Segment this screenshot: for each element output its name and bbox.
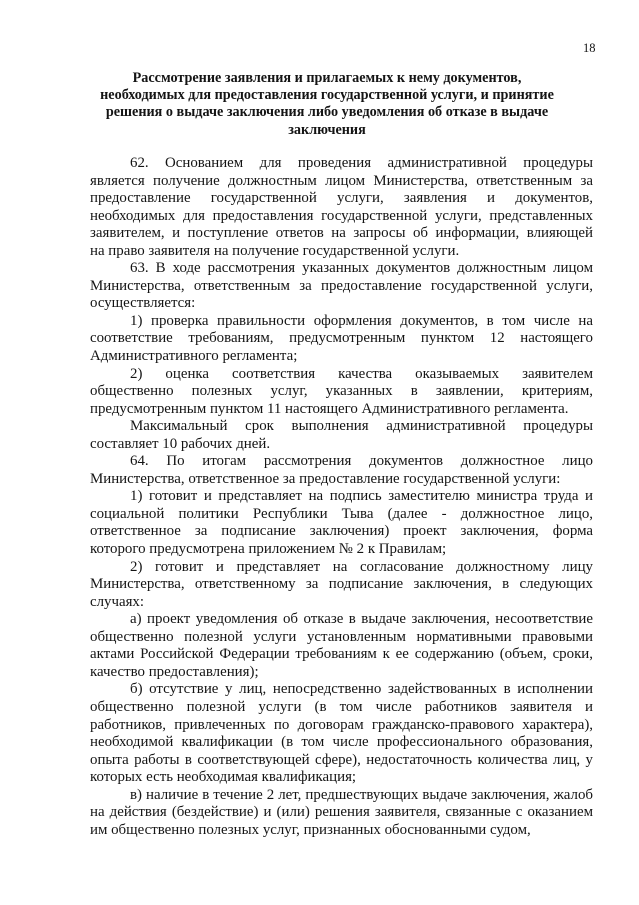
text-line: работников, привлеченных по договорам гражданско-правового характера), (90, 716, 593, 733)
text-line: ответственное за подписание заключения) проект заключения, форма (90, 523, 593, 540)
text-line: 64. По итогам рассмотрения документов должностное лицо (130, 453, 593, 470)
text-line: 1) готовит и представляет на подпись заместителю министра труда и (130, 488, 593, 505)
text-line: случаях: (90, 593, 145, 610)
paragraph (90, 418, 593, 453)
text-line: социальной политики Республики Тыва (далее - должностное лицо, (90, 505, 593, 522)
text-line: 2) оценка соответствия качества оказываемых заявителем (130, 365, 593, 382)
paragraph (90, 366, 593, 419)
paragraph (90, 559, 593, 612)
heading-line: заключения (288, 121, 366, 138)
paragraph (90, 313, 593, 366)
text-line: на действия (бездействие) и (или) решения заявителя, связанные с оказанием (90, 804, 593, 821)
section-heading (92, 70, 562, 139)
paragraph (90, 787, 593, 840)
text-line: 2) готовит и представляет на согласование должностному лицу (130, 558, 593, 575)
paragraph (90, 488, 593, 558)
text-line: заявителем, и поступление ответов на запросы об информации, влияющей (90, 225, 593, 242)
text-line: опыта работы в соответствующей сфере), недостаточность количества лиц, у (90, 751, 593, 768)
document-body (90, 155, 593, 839)
text-line: общественно полезных услуг, указанных в заявлении, критериям, (90, 383, 593, 400)
paragraph (90, 260, 593, 313)
paragraph (90, 681, 593, 786)
text-line: в) наличие в течение 2 лет, предшествующих выдаче заключения, жалоб (130, 786, 593, 803)
text-line: Максимальный срок выполнения административной процедуры (130, 418, 593, 435)
text-line: которого предусмотрена приложением № 2 к Правилам; (90, 541, 447, 558)
text-line: 1) проверка правильности оформления документов, в том числе на (130, 312, 593, 329)
text-line: Административного регламента; (90, 348, 298, 365)
text-line: необходимых для предоставления государственной услуги, представленных (90, 207, 593, 224)
text-line: предусмотренным пунктом 11 настоящего Административного регламента. (90, 400, 569, 417)
text-line: 62. Основанием для проведения административной процедуры (130, 155, 593, 171)
paragraph (90, 611, 593, 681)
text-line: б) отсутствие у лиц, непосредственно задействованных в исполнении (130, 681, 593, 698)
text-line: соответствие требованиям, предусмотренным пунктом 12 настоящего (90, 330, 593, 347)
text-line: на право заявителя на получение государственной услуги. (90, 242, 460, 259)
text-line: актами Российской Федерации требованиям к ее содержанию (объем, сроки, (90, 646, 593, 663)
heading-line: решения о выдаче заключения либо уведомления об отказе в выдаче (105, 104, 549, 121)
text-line: осуществляется: (90, 295, 196, 312)
paragraph (90, 155, 593, 260)
heading-line: необходимых для предоставления государственной услуги, и принятие (100, 87, 554, 104)
text-line: которых есть необходимая квалификация; (90, 769, 357, 786)
text-line: качество предоставления); (90, 663, 259, 680)
text-line: им общественно полезных услуг, признанных обоснованными судом, (90, 821, 531, 838)
text-line: Министерства, ответственному за подписание заключения, в следующих (90, 576, 593, 593)
paragraph (90, 453, 593, 488)
text-line: является получение должностным лицом Министерства, ответственным за (90, 172, 593, 189)
text-line: общественно полезной услуги установленным нормативными правовыми (90, 628, 593, 645)
text-line: предоставление государственной услуги, заявления и документов, (90, 190, 593, 207)
text-line: общественно полезной услуги (в том числе работников заявителя и (90, 698, 593, 715)
text-line: Министерства, ответственным за предоставление государственной услуги, (90, 277, 593, 294)
text-line: Министерства, ответственное за предоставление государственной услуги: (90, 470, 561, 487)
text-line: составляет 10 рабочих дней. (90, 435, 271, 452)
heading-line: Рассмотрение заявления и прилагаемых к нему документов, (132, 70, 522, 86)
page-number: 18 (583, 41, 596, 55)
text-line: а) проект уведомления об отказе в выдаче заключения, несоответствие (130, 611, 593, 628)
text-line: 63. В ходе рассмотрения указанных документов должностным лицом (130, 260, 593, 277)
text-line: необходимой квалификации (в том числе профессионального образования, (90, 734, 593, 751)
